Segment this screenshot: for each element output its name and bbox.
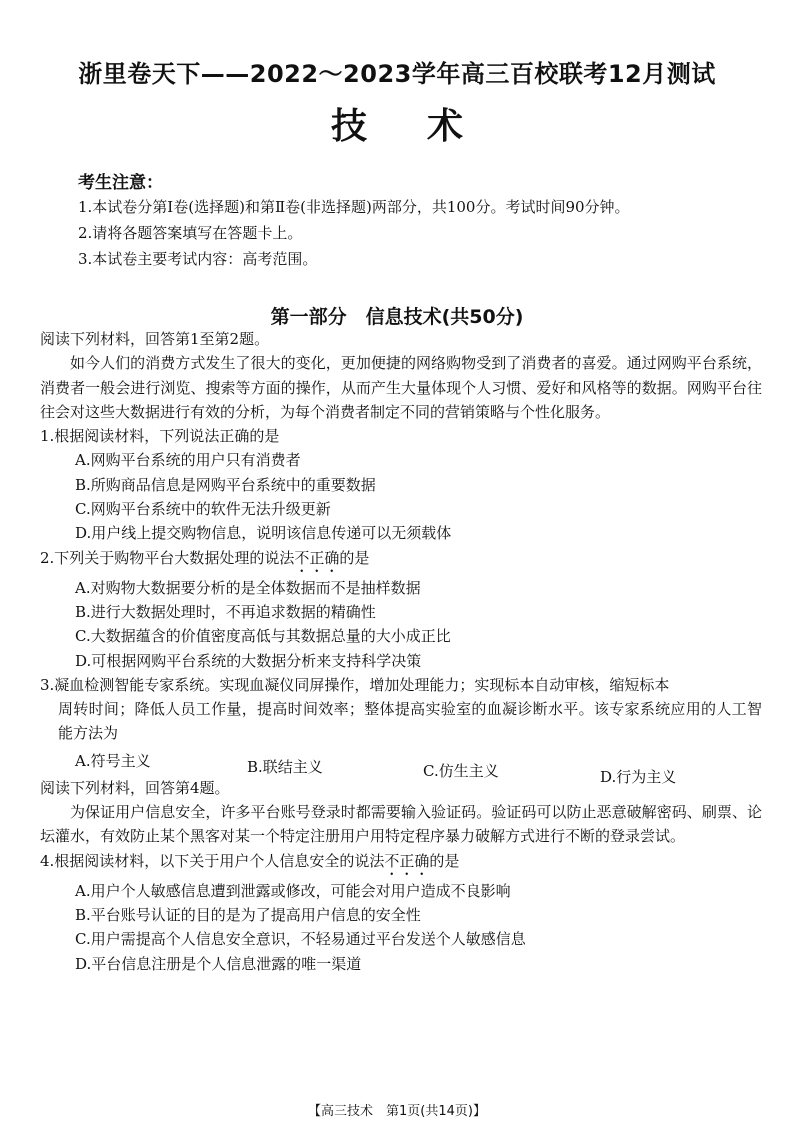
notice-section — [78, 168, 778, 272]
question-1-option-c: C.网购平台系统中的软件无法升级更新 — [75, 500, 331, 519]
notice-title: 考生注意： — [78, 173, 163, 193]
notice-item-2: 2.请将各题答案填写在答题卡上。 — [78, 224, 303, 242]
material-intro-2: 阅读下列材料，回答第4题。 — [40, 778, 230, 797]
question-3-option-a: A.符号主义 — [75, 751, 151, 770]
question-3-stem: 3.凝血检测智能专家系统。实现血凝仪同屏操作，增加处理能力；实现标本自动审核，缩短标本 — [40, 675, 670, 694]
material-1: 如今人们的消费方式发生了很大的变化，更加便捷的网络购物受到了消费者的喜爱。通过网购平台系统，消费者一般会进行浏览、搜索等方面的操作，从而产生大量体现个人习惯、爱好和风格等的数据。网购平台往往会对这些大数据进行有效的分析，为每个消费者制定不同的营销策略与个性化服务。 — [40, 354, 762, 421]
material-2: 为保证用户信息安全，许多平台账号登录时都需要输入验证码。验证码可以防止恶意破解密码、刷票、论坛灌水，有效防止某个黑客对某一个特定注册用户用特定程序暴力破解方式进行不断的登录尝试。 — [40, 803, 762, 846]
question-4-stem-post: 的是 — [429, 851, 460, 870]
question-1-option-a: A.网购平台系统的用户只有消费者 — [75, 451, 301, 470]
part-title: 第一部分 信息技术(共50分) — [270, 306, 524, 328]
question-2-option-a: A.对购物大数据要分析的是全体数据而不是抽样数据 — [75, 578, 421, 597]
questions-section — [40, 327, 762, 976]
question-3-stem-continued: 周转时间；降低人员工作量，提高时间效率；整体提高实验室的血凝诊断水平。该专家系统应用的人工智能方法为 — [58, 700, 762, 743]
question-2-stem-post: 的是 — [339, 548, 370, 567]
notice-item-1: 1.本试卷分第Ⅰ卷(选择题)和第Ⅱ卷(非选择题)两部分，共100分。考试时间90分钟。 — [78, 198, 630, 216]
page-footer: 【高三技术 第1页(共14页)】 — [308, 1104, 486, 1119]
question-4-option-c: C.用户需提高个人信息安全意识，不轻易通过平台发送个人敏感信息 — [75, 930, 526, 949]
question-4-option-a: A.用户个人敏感信息遭到泄露或修改，可能会对用户造成不良影响 — [75, 881, 511, 900]
question-4-emphasis: 不正确 — [384, 851, 430, 870]
question-1-option-d: D.用户线上提交购物信息，说明该信息传递可以无须载体 — [75, 524, 452, 543]
question-2-stem — [40, 546, 762, 576]
question-2-stem-pre: 2.下列关于购物平台大数据处理的说法 — [40, 548, 295, 567]
question-2-emphasis: 不正确 — [294, 548, 340, 567]
question-1-option-b: B.所购商品信息是网购平台系统中的重要数据 — [75, 475, 376, 494]
question-3-option-d: D.行为主义 — [600, 767, 677, 786]
question-2-option-d: D.可根据网购平台系统的大数据分析来支持科学决策 — [75, 651, 422, 670]
question-4-option-b: B.平台账号认证的目的是为了提高用户信息的安全性 — [75, 905, 421, 924]
question-4-option-d: D.平台信息注册是个人信息泄露的唯一渠道 — [75, 954, 362, 973]
material-intro-1: 阅读下列材料，回答第1至第2题。 — [40, 330, 270, 348]
question-1-stem: 1.根据阅读材料，下列说法正确的是 — [40, 427, 280, 446]
question-2-option-b: B.进行大数据处理时，不再追求数据的精确性 — [75, 602, 376, 621]
question-3-option-b: B.联结主义 — [247, 757, 323, 776]
question-4-stem — [40, 849, 762, 879]
subject-title: 技术 — [330, 106, 523, 147]
question-3-option-c: C.仿生主义 — [423, 761, 499, 780]
question-2-option-c: C.大数据蕴含的价值密度高低与其数据总量的大小成正比 — [75, 627, 451, 646]
notice-item-3: 3.本试卷主要考试内容：高考范围。 — [78, 250, 318, 268]
question-3-options — [40, 746, 762, 788]
question-4-stem-pre: 4.根据阅读材料，以下关于用户个人信息安全的说法 — [40, 851, 385, 870]
exam-title: 浙里卷天下——2022～2023学年高三百校联考12月测试 — [78, 60, 716, 88]
